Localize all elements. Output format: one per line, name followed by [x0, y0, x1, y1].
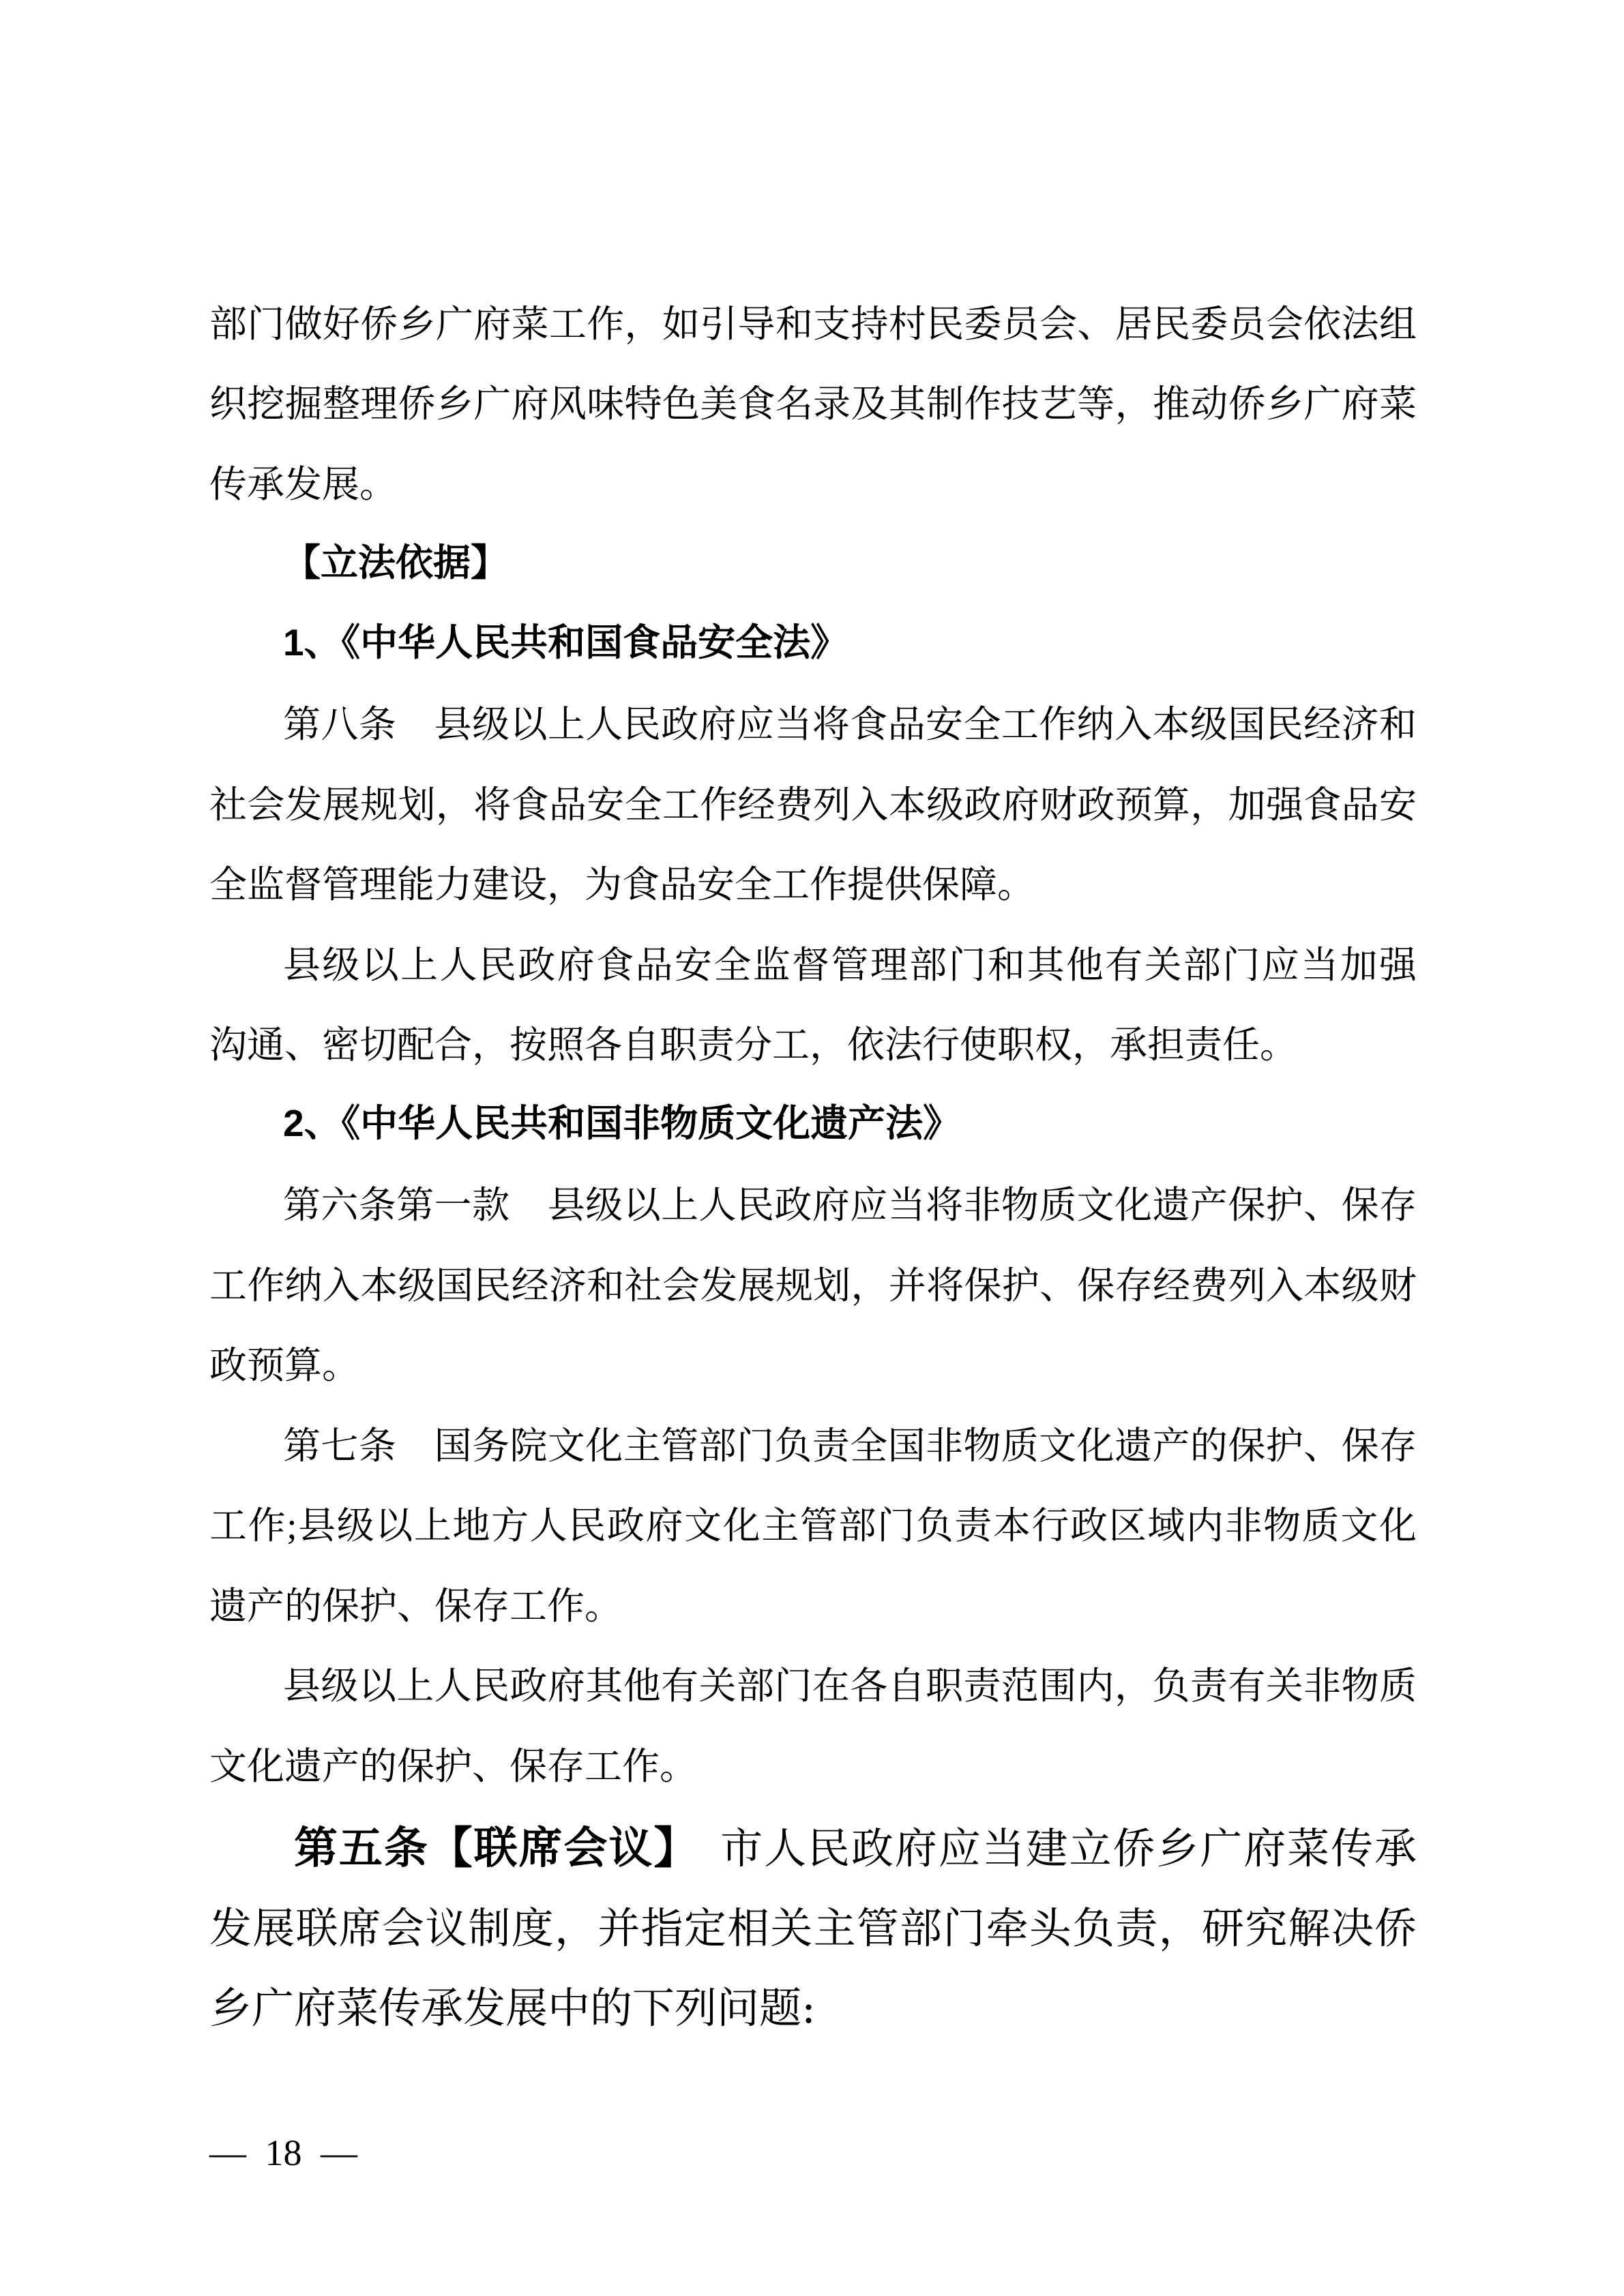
body-text-line: 第八条 县级以上人民政府应当将食品安全工作纳入本级国民经济和: [283, 704, 1417, 745]
article-5-heading: 第五条【联席会议】: [294, 1823, 677, 1873]
heading-law-food-safety: 1、《中华人民共和国食品安全法》: [283, 621, 848, 664]
body-text-line: 工作纳入本级国民经济和社会发展规划，并将保护、保存经费列入本级财: [209, 1265, 1417, 1307]
article-5-continuation-line: 发展联席会议制度，并指定相关主管部门牵头负责，研究解决侨: [209, 1903, 1417, 1953]
article-5-text: 市人民政府应当建立侨乡广府菜传承: [677, 1823, 1417, 1873]
body-text-line: 县级以上人民政府其他有关部门在各自职责范围内，负责有关非物质: [283, 1665, 1417, 1707]
body-text-line: 传承发展。: [209, 464, 398, 505]
body-text-line: 文化遗产的保护、保存工作。: [209, 1746, 698, 1787]
article-5-line: [294, 1824, 1417, 1873]
body-text-line: 社会发展规划，将食品安全工作经费列入本级政府财政预算，加强食品安: [209, 784, 1417, 826]
article-5-continuation-line: 乡广府菜传承发展中的下列问题:: [209, 1983, 816, 2033]
page-number: — 18 —: [209, 2132, 357, 2173]
body-text-line: 部门做好侨乡广府菜工作，如引导和支持村民委员会、居民委员会依法组: [209, 303, 1417, 345]
body-text-line: 第六条第一款 县级以上人民政府应当将非物质文化遗产保护、保存: [283, 1184, 1417, 1226]
heading-law-intangible-heritage: 2、《中华人民共和国非物质文化遗产法》: [283, 1102, 961, 1144]
body-text-line: 政预算。: [209, 1345, 360, 1386]
heading-legislative-basis: 【立法依据】: [283, 541, 509, 584]
body-text-line: 织挖掘整理侨乡广府风味特色美食名录及其制作技艺等，推动侨乡广府菜: [209, 383, 1417, 425]
body-text-line: 全监督管理能力建设，为食品安全工作提供保障。: [209, 864, 1035, 906]
body-text-line: 县级以上人民政府食品安全监督管理部门和其他有关部门应当加强: [283, 944, 1417, 986]
body-text-line: 沟通、密切配合，按照各自职责分工，依法行使职权，承担责任。: [209, 1024, 1298, 1066]
body-text-line: 第七条 国务院文化主管部门负责全国非物质文化遗产的保护、保存: [283, 1425, 1417, 1467]
body-text-line: 遗产的保护、保存工作。: [209, 1585, 623, 1627]
body-text-line: 工作;县级以上地方人民政府文化主管部门负责本行政区域内非物质文化: [209, 1505, 1417, 1547]
